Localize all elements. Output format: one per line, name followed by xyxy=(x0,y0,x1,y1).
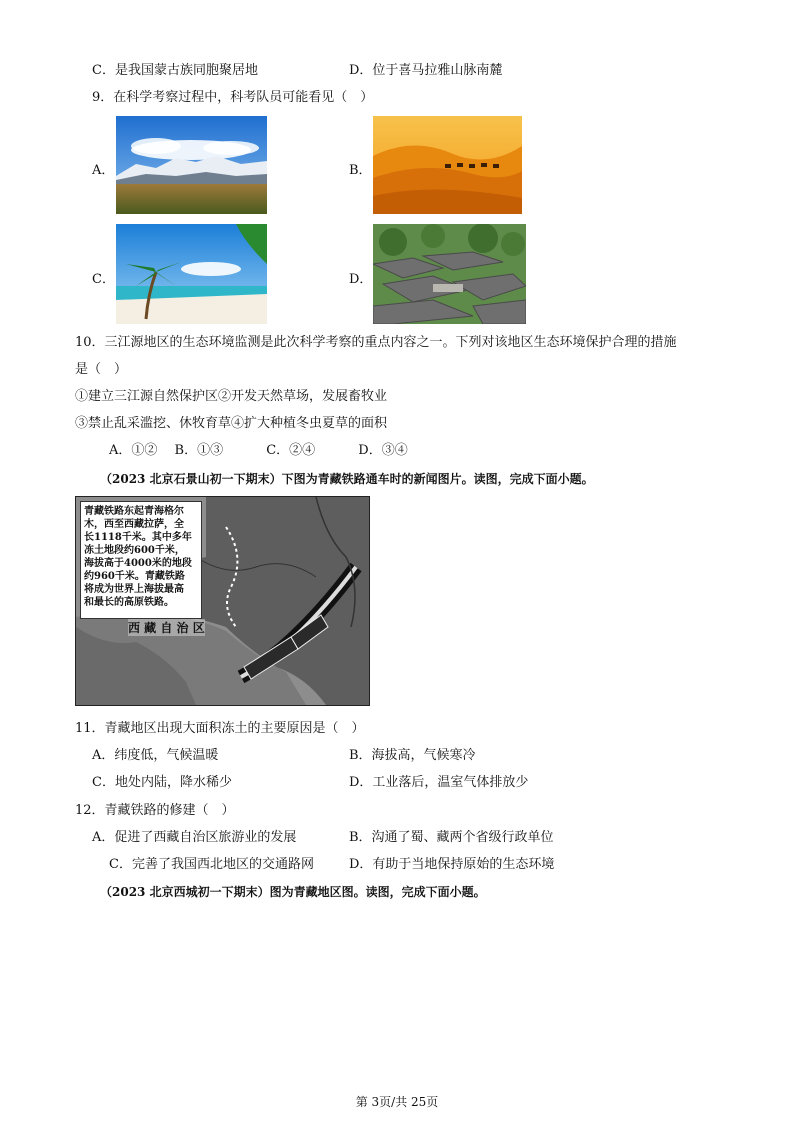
q9-label-d: D． xyxy=(349,272,373,287)
map-text-box xyxy=(80,501,202,619)
q9-label-b: B． xyxy=(349,163,372,178)
q12-option-b: B．沟通了蜀、藏两个省级行政单位 xyxy=(349,830,554,845)
map-text-line: 约960千米。青藏铁路 xyxy=(84,571,185,582)
q8-option-c: C．是我国蒙古族同胞聚居地 xyxy=(92,63,258,78)
map-text-line: 青藏铁路东起青海格尔 xyxy=(84,506,184,517)
page-number: 第 3页/共 25页 xyxy=(355,1095,439,1109)
q9-stem: 9．在科学考察过程中，科考队员可能看见（ ） xyxy=(92,90,374,105)
q12-option-a: A．促进了西藏自治区旅游业的发展 xyxy=(92,830,297,845)
qinghai-tibet-railway-news-map xyxy=(75,496,370,706)
map-text-line: 海拔高于4000米的地段 xyxy=(84,558,192,569)
map-text-line: 和最长的高原铁路。 xyxy=(84,597,174,608)
section2-intro: （2023 北京西城初一下期末）图为青藏地区图。读图，完成下面小题。 xyxy=(100,885,486,899)
map-text-line: 长1118千米。其中多年 xyxy=(84,532,192,543)
q11-option-b: B．海拔高，气候寒冷 xyxy=(349,748,476,763)
map-text-line: 将成为世界上海拔最高 xyxy=(84,584,184,595)
q9-label-a: A． xyxy=(92,163,115,178)
q11-stem: 11．青藏地区出现大面积冻土的主要原因是（ ） xyxy=(75,721,365,736)
q11-option-a: A．纬度低，气候温暖 xyxy=(92,748,219,763)
q12-option-c: C．完善了我国西北地区的交通路网 xyxy=(109,857,314,872)
q10-items-line2: ③禁止乱采滥挖、休牧育草④扩大种植冬虫夏草的面积 xyxy=(75,416,388,431)
snow-mountain-grassland-photo xyxy=(116,116,267,214)
map-region-label-tibet: 西 藏 自 治 区 xyxy=(128,621,205,635)
desert-camel-caravan-photo xyxy=(373,116,522,214)
q12-stem: 12．青藏铁路的修建（ ） xyxy=(75,803,235,818)
map-text-line: 冻土地段约600千米， xyxy=(84,545,185,556)
courtyard-houses-photo xyxy=(373,224,526,324)
q10-stem-line2: 是（ ） xyxy=(75,362,128,377)
section1-intro: （2023 北京石景山初一下期末）下图为青藏铁路通车时的新闻图片。读图，完成下面小题。 xyxy=(100,472,594,486)
q10-stem-line1: 10．三江源地区的生态环境监测是此次科学考察的重点内容之一。下列对该地区生态环境保护合理的措施 xyxy=(75,335,677,350)
q11-option-c: C．地处内陆，降水稀少 xyxy=(92,775,232,790)
map-text-line: 木，西至西藏拉萨，全 xyxy=(84,519,184,530)
tropical-beach-palm-photo xyxy=(116,224,267,324)
q10-items-line1: ①建立三江源自然保护区②开发天然草场，发展畜牧业 xyxy=(75,389,388,404)
q12-option-d: D．有助于当地保持原始的生态环境 xyxy=(349,857,555,872)
q8-option-d: D．位于喜马拉雅山脉南麓 xyxy=(349,63,503,78)
q9-label-c: C． xyxy=(92,272,115,287)
q11-option-d: D．工业落后，温室气体排放少 xyxy=(349,775,529,790)
q10-options: A．①② B．①③ C．②④ D．③④ xyxy=(109,443,408,458)
